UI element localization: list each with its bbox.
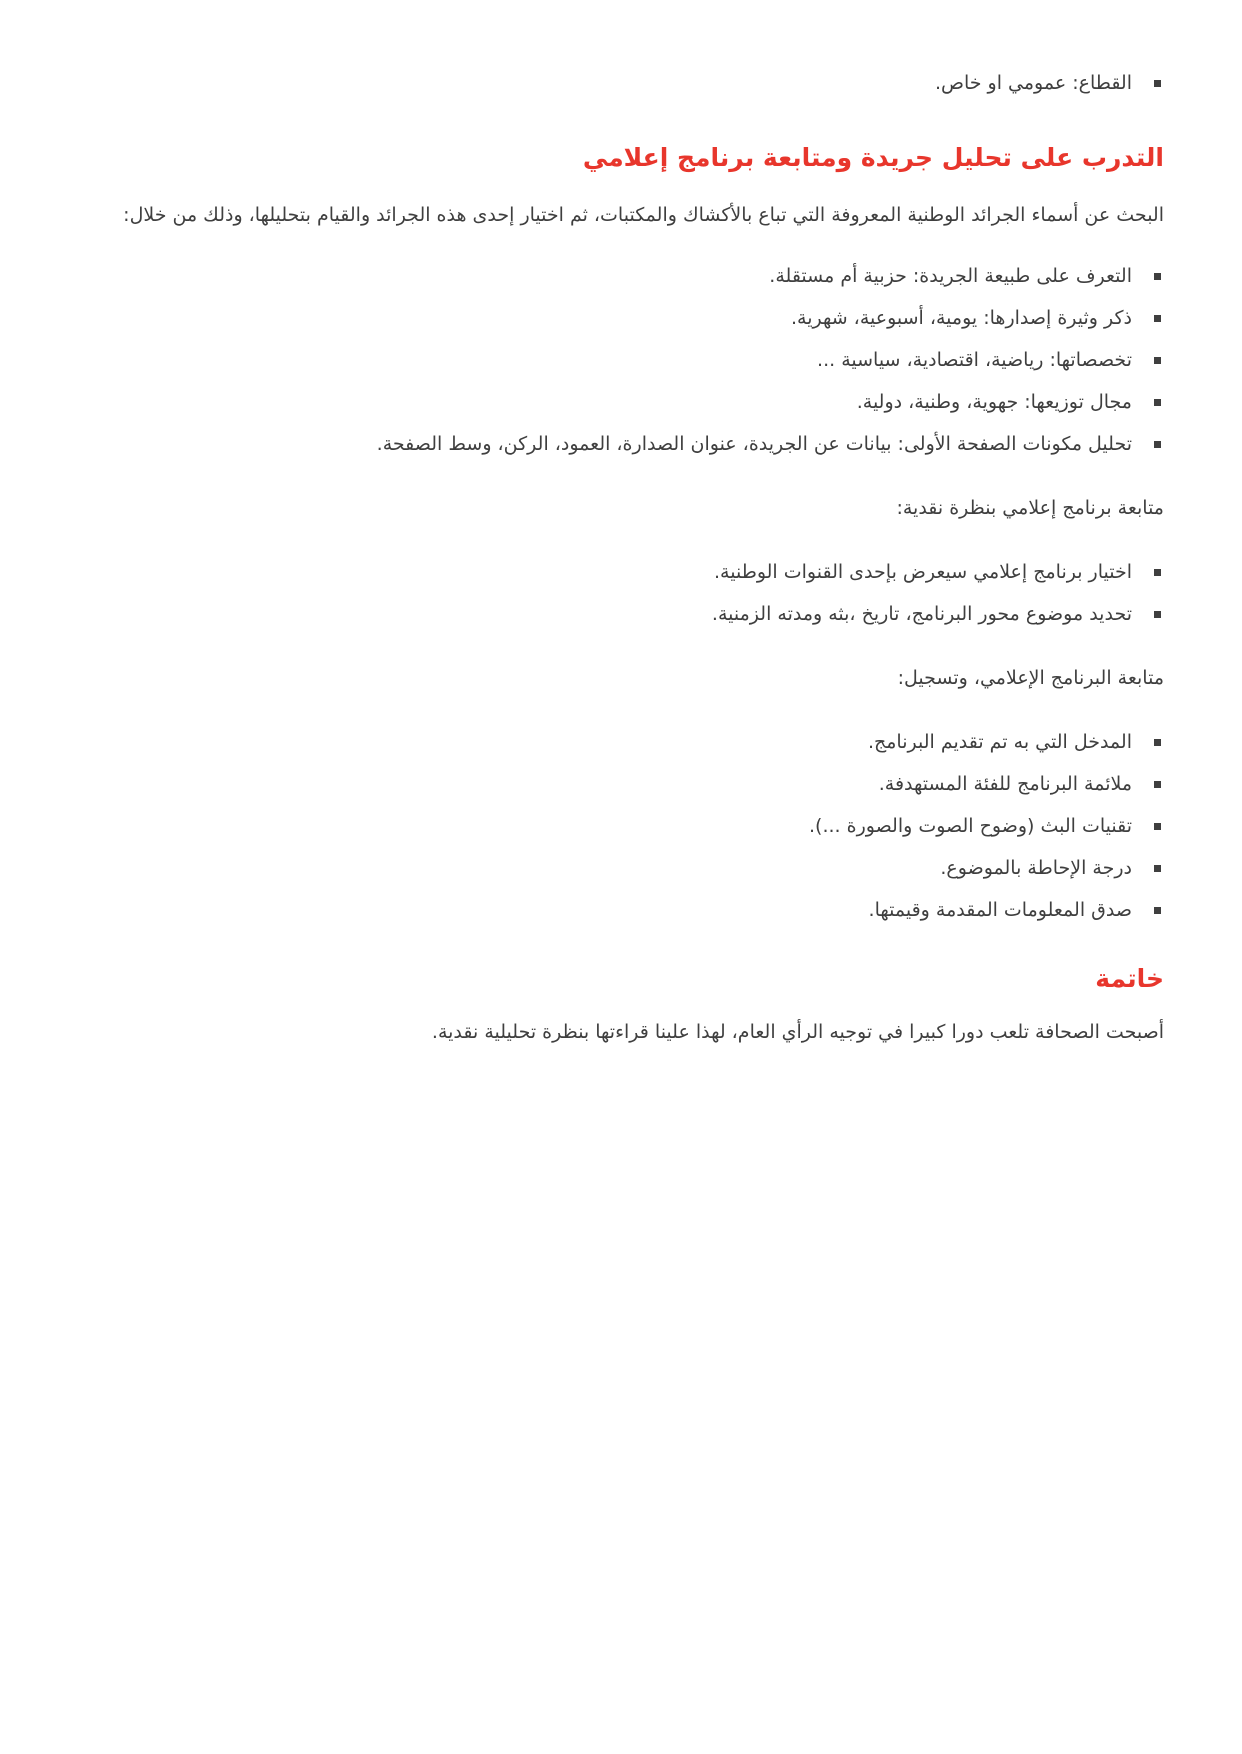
list-item-text: ذكر وثيرة إصدارها: يومية، أسبوعية، شهرية. bbox=[790, 307, 1132, 329]
list-item bbox=[114, 297, 1164, 339]
list-item-text: درجة الإحاطة بالموضوع. bbox=[940, 857, 1132, 879]
square-bullet-icon bbox=[1154, 865, 1161, 872]
square-bullet-icon bbox=[1154, 357, 1161, 364]
conclusion-paragraph: أصبحت الصحافة تلعب دورا كبيرا في توجيه الرأي العام، لهذا علينا قراءتها بنظرة تحليلية نقدية. bbox=[431, 1021, 1164, 1043]
square-bullet-icon bbox=[1154, 823, 1161, 830]
section-paragraph: البحث عن أسماء الجرائد الوطنية المعروفة التي تباع بالأكشاك والمكتبات، ثم اختيار إحدى هذه الجرائد والقيام بتحليلها، وذلك من خلال: bbox=[123, 204, 1164, 226]
sector-list bbox=[114, 62, 1164, 104]
program-record-intro: متابعة البرنامج الإعلامي، وتسجيل: bbox=[897, 667, 1164, 689]
list-item bbox=[114, 805, 1164, 847]
list-item bbox=[114, 381, 1164, 423]
list-item-text: اختيار برنامج إعلامي سيعرض بإحدى القنوات الوطنية. bbox=[714, 561, 1132, 583]
square-bullet-icon bbox=[1154, 907, 1161, 914]
list-item-text: صدق المعلومات المقدمة وقيمتها. bbox=[868, 899, 1132, 921]
square-bullet-icon bbox=[1154, 399, 1161, 406]
list-item bbox=[114, 255, 1164, 297]
list-item bbox=[114, 423, 1164, 465]
list-item bbox=[114, 593, 1164, 635]
list-item bbox=[114, 721, 1164, 763]
document-page bbox=[114, 62, 1164, 1053]
conclusion-heading: خاتمة bbox=[1095, 964, 1164, 993]
list-item bbox=[114, 339, 1164, 381]
list-item-text: تقنيات البث (وضوح الصوت والصورة ...). bbox=[809, 815, 1132, 837]
square-bullet-icon bbox=[1154, 80, 1161, 87]
list-item-text: مجال توزيعها: جهوية، وطنية، دولية. bbox=[856, 391, 1132, 413]
list-item-text: التعرف على طبيعة الجريدة: حزبية أم مستقلة. bbox=[769, 265, 1132, 287]
square-bullet-icon bbox=[1154, 273, 1161, 280]
program-follow-list bbox=[114, 551, 1164, 635]
list-item-text: ملائمة البرنامج للفئة المستهدفة. bbox=[878, 773, 1132, 795]
list-item bbox=[114, 551, 1164, 593]
square-bullet-icon bbox=[1154, 315, 1161, 322]
section-heading: التدرب على تحليل جريدة ومتابعة برنامج إعلامي bbox=[582, 143, 1164, 172]
square-bullet-icon bbox=[1154, 569, 1161, 576]
list-item-text: القطاع: عمومي او خاص. bbox=[934, 72, 1132, 94]
list-item-text: تحديد موضوع محور البرنامج، تاريخ ،بثه ومدته الزمنية. bbox=[711, 603, 1132, 625]
list-item bbox=[114, 847, 1164, 889]
list-item-text: تخصصاتها: رياضية، اقتصادية، سياسية ... bbox=[817, 349, 1132, 371]
square-bullet-icon bbox=[1154, 739, 1161, 746]
square-bullet-icon bbox=[1154, 781, 1161, 788]
program-follow-intro: متابعة برنامج إعلامي بنظرة نقدية: bbox=[896, 497, 1164, 519]
newspaper-analysis-list bbox=[114, 255, 1164, 465]
square-bullet-icon bbox=[1154, 611, 1161, 618]
list-item bbox=[114, 889, 1164, 931]
program-record-list bbox=[114, 721, 1164, 931]
list-item bbox=[114, 62, 1164, 104]
list-item bbox=[114, 763, 1164, 805]
list-item-text: تحليل مكونات الصفحة الأولى: بيانات عن الجريدة، عنوان الصدارة، العمود، الركن، وسط الصفحة. bbox=[376, 433, 1132, 455]
square-bullet-icon bbox=[1154, 441, 1161, 448]
list-item-text: المدخل التي به تم تقديم البرنامج. bbox=[867, 731, 1132, 753]
